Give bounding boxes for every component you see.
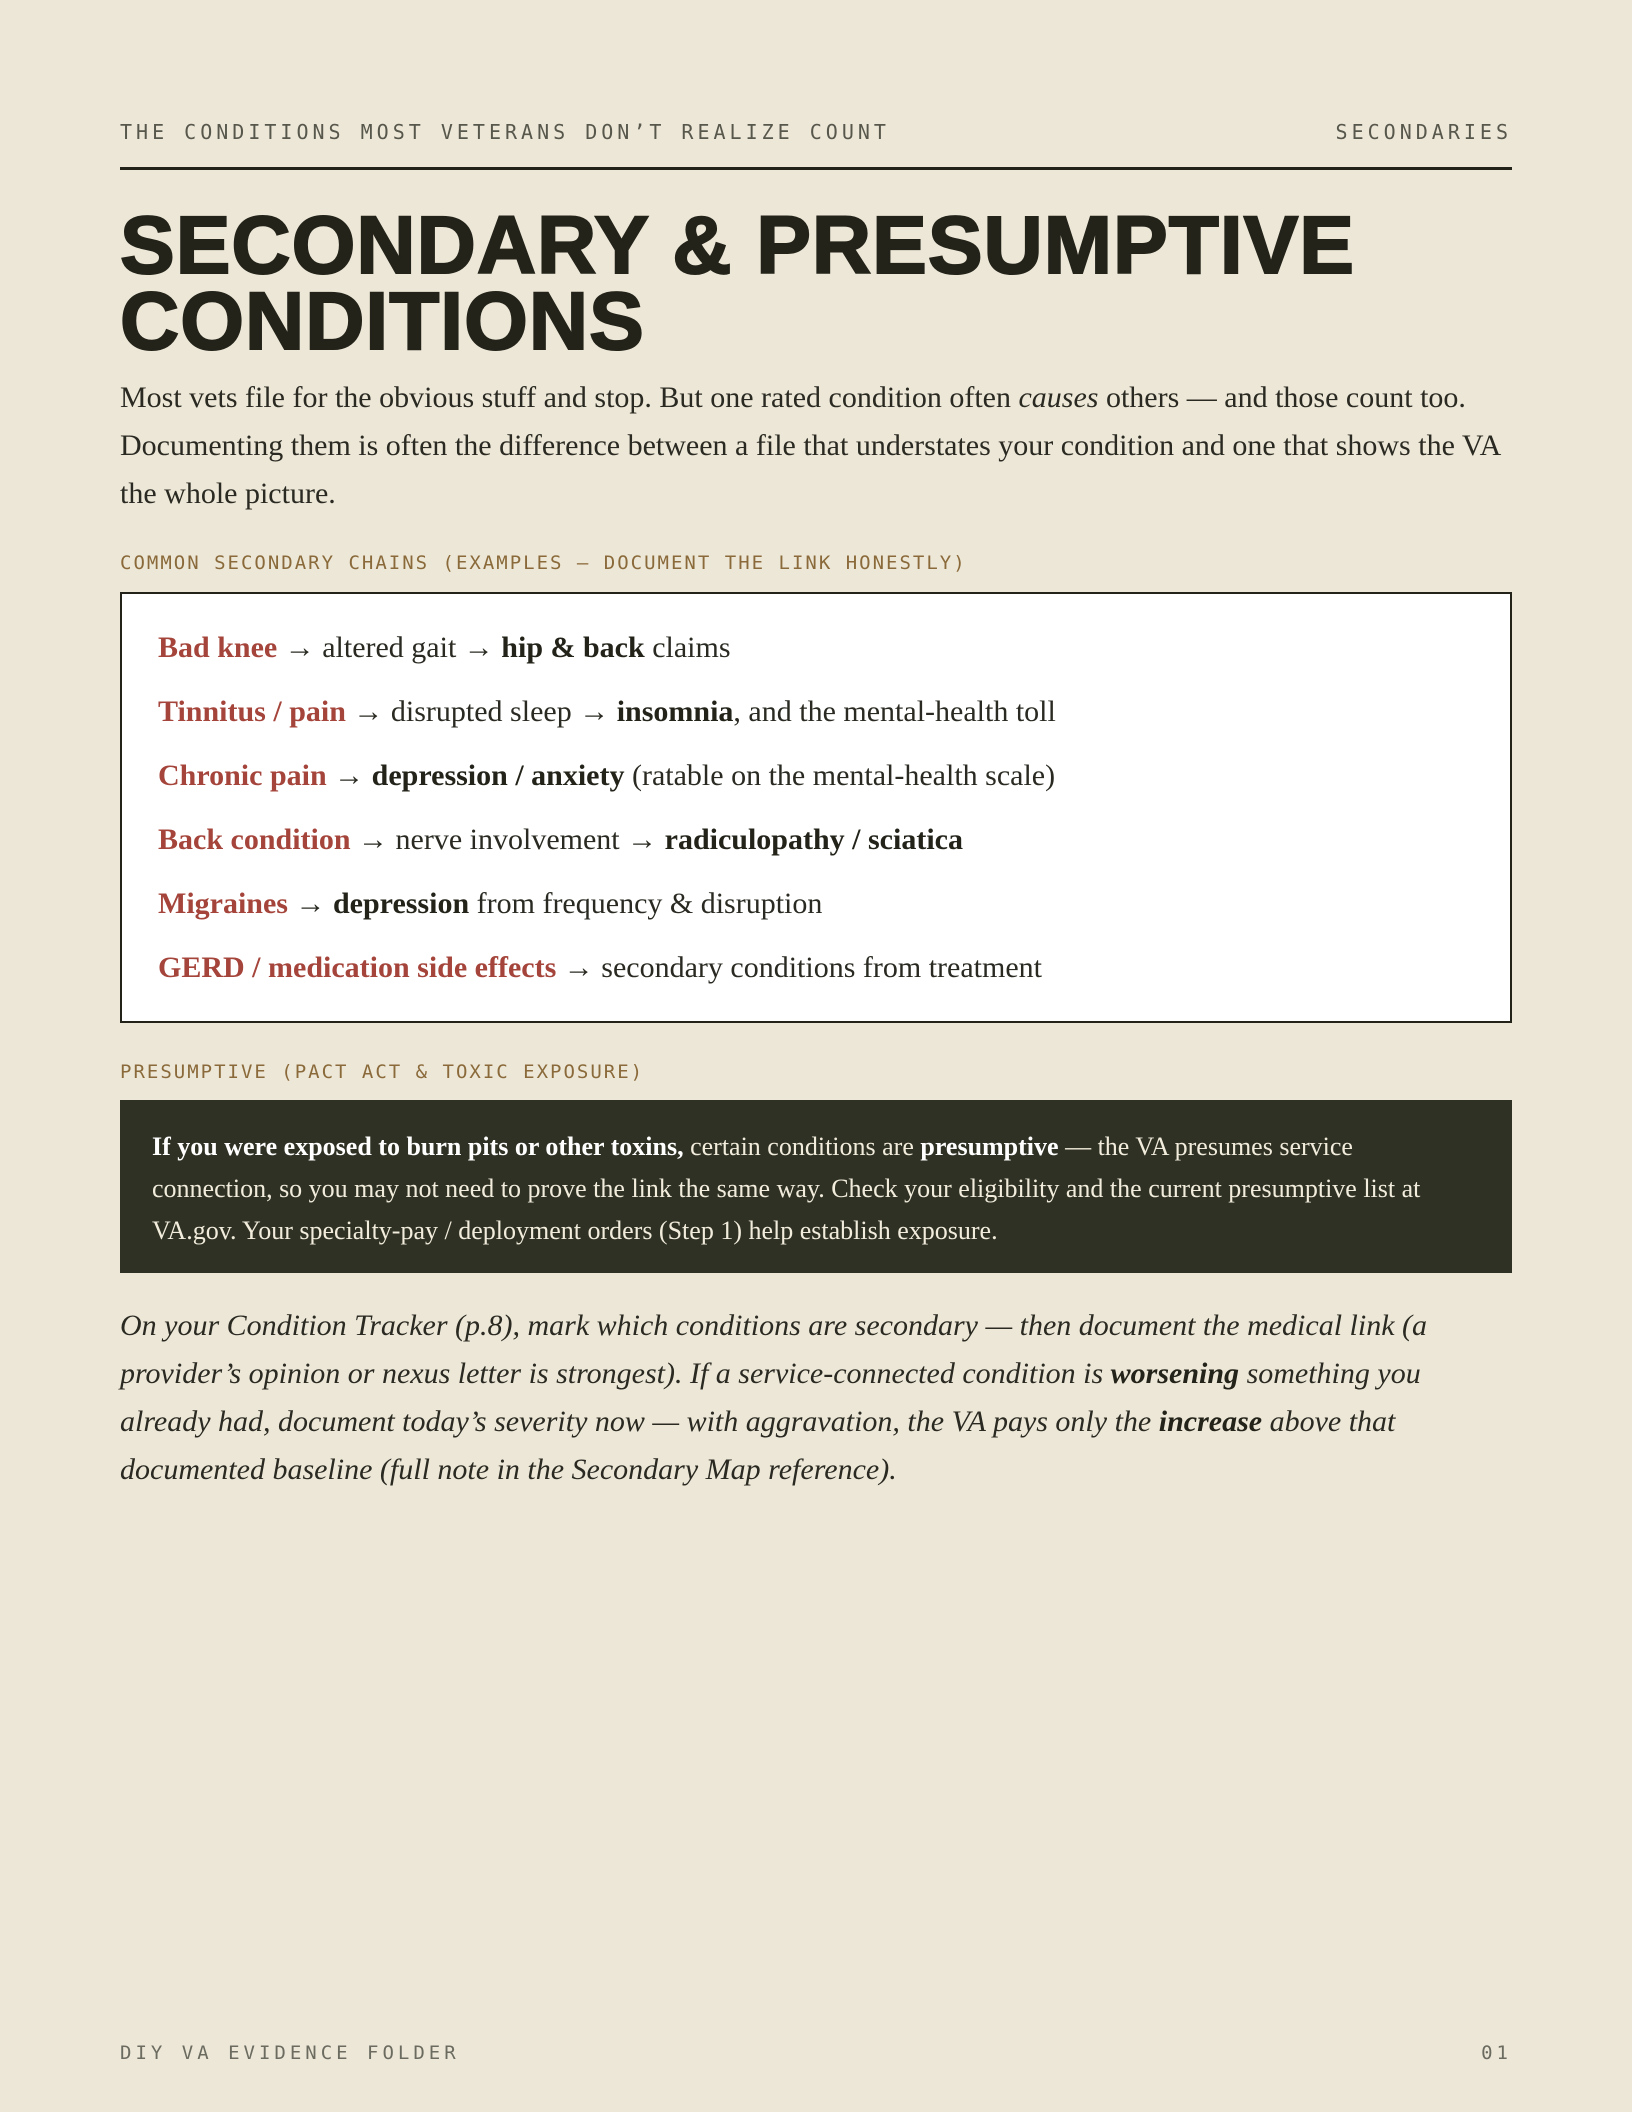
intro-text-2: others — and those count too. Documenting them is often the difference between a file that understates your condition and one that shows the VA the whole picture. bbox=[120, 381, 1500, 510]
presumptive-keyword: presumptive bbox=[920, 1132, 1059, 1161]
chain-cause: Tinnitus / pain bbox=[158, 695, 346, 728]
page-title-line-1: SECONDARY & PRESUMPTIVE bbox=[120, 200, 1355, 291]
chain-cause: Back condition bbox=[158, 823, 351, 856]
presumptive-callout bbox=[120, 1100, 1512, 1273]
running-header bbox=[120, 120, 1512, 144]
presumptive-text-2: — the VA presumes service connection, so you may not need to prove the link the same way. Check your eligibility and the current presumptive list at VA.gov. Your specialty-pay / deployment orders (Step 1) help establish exposure. bbox=[152, 1132, 1421, 1245]
chain-outcome: depression / anxiety bbox=[371, 759, 625, 792]
chain-cause: Chronic pain bbox=[158, 759, 327, 792]
chain-cause: GERD / medication side effects bbox=[158, 951, 557, 984]
chain-item bbox=[158, 630, 1474, 694]
chain-outcome: depression bbox=[332, 887, 470, 920]
intro-emphasis: causes bbox=[1018, 381, 1099, 414]
footer-title: DIY VA EVIDENCE FOLDER bbox=[120, 2042, 460, 2064]
chain-link-text: → bbox=[326, 759, 372, 792]
chain-cause: Bad knee bbox=[158, 631, 278, 664]
chain-outcome: hip & back bbox=[501, 631, 645, 664]
running-footer bbox=[120, 2042, 1512, 2064]
presumptive-text-1: certain conditions are bbox=[683, 1132, 921, 1161]
intro-paragraph bbox=[120, 374, 1512, 518]
chain-cause: Migraines bbox=[158, 887, 288, 920]
presumptive-section-label: PRESUMPTIVE (PACT ACT & TOXIC EXPOSURE) bbox=[120, 1061, 645, 1083]
chain-item bbox=[158, 822, 1474, 886]
secondary-chains-box bbox=[120, 592, 1512, 1023]
chain-link-text: → altered gait → bbox=[277, 631, 502, 664]
chains-section-label: COMMON SECONDARY CHAINS (EXAMPLES — DOCUMENT THE LINK HONESTLY) bbox=[120, 552, 967, 574]
note-text-2: something you already had, document today’s severity now — with aggravation, the VA pays only the bbox=[120, 1357, 1421, 1438]
header-section-title: THE CONDITIONS MOST VETERANS DON’T REALIZE COUNT bbox=[120, 120, 890, 144]
note-bold-worsening: worsening bbox=[1110, 1357, 1240, 1390]
page-number: 01 bbox=[1481, 2042, 1512, 2064]
chain-link-text: → disrupted sleep → bbox=[345, 695, 617, 728]
header-section-tag: SECONDARIES bbox=[1335, 120, 1512, 144]
presumptive-lead: If you were exposed to burn pits or other toxins, bbox=[152, 1132, 684, 1161]
page-title bbox=[120, 200, 1512, 367]
chain-outcome: insomnia bbox=[616, 695, 734, 728]
chain-link-text: claims bbox=[644, 631, 731, 664]
note-text-3: above that documented baseline (full note in the Secondary Map reference). bbox=[120, 1405, 1396, 1486]
intro-text-1: Most vets file for the obvious stuff and stop. But one rated condition often bbox=[120, 381, 1019, 414]
page-title-line-2: CONDITIONS bbox=[120, 276, 645, 367]
note-bold-increase: increase bbox=[1158, 1405, 1263, 1438]
chain-item bbox=[158, 758, 1474, 822]
chain-outcome: radiculopathy / sciatica bbox=[664, 823, 963, 856]
chain-link-text: from frequency & disruption bbox=[469, 887, 823, 920]
header-divider bbox=[120, 167, 1512, 170]
chain-link-text: → nerve involvement → bbox=[350, 823, 665, 856]
chain-link-text: → bbox=[287, 887, 333, 920]
note-text-1: On your Condition Tracker (p.8), mark which conditions are secondary — then document the medical link (a provider’s opinion or nexus letter is strongest). If a service-connected condition is bbox=[120, 1309, 1428, 1390]
chain-item bbox=[158, 886, 1474, 950]
chain-item bbox=[158, 694, 1474, 758]
chain-item bbox=[158, 950, 1474, 1014]
chain-link-text: (ratable on the mental-health scale) bbox=[624, 759, 1056, 792]
chain-link-text: , and the mental-health toll bbox=[733, 695, 1056, 728]
tracker-note bbox=[120, 1302, 1512, 1494]
chain-link-text: → secondary conditions from treatment bbox=[556, 951, 1042, 984]
